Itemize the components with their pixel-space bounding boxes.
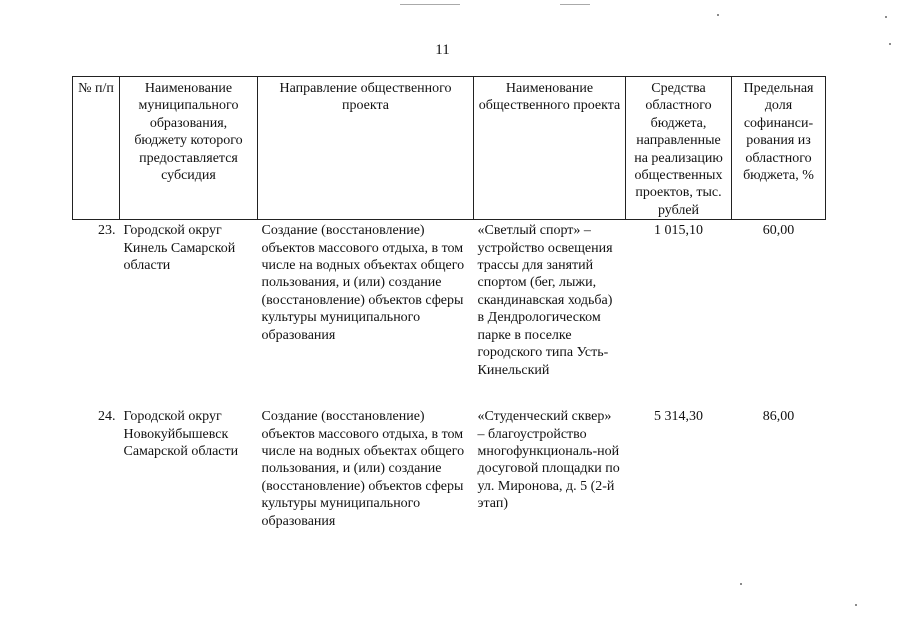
municipality-cell: Городской округ Новокуйбышевск Самарской области bbox=[123, 409, 239, 460]
project-cell: «Студенческий сквер» – благоустройство многофункциональ-ной досуговой площадки по ул. Миронова, д. 5 (2-й этап) bbox=[477, 409, 620, 512]
scan-speck bbox=[889, 43, 891, 45]
table-row bbox=[73, 220, 826, 409]
direction-cell: Создание (восстановление) объектов массового отдыха, в том числе на водных объектах общего пользования, и (или) создание (восстановление) объектов сферы культуры муниципального образования bbox=[261, 409, 465, 529]
header-number: № п/п bbox=[73, 77, 120, 220]
share-cell: 60,00 bbox=[762, 223, 795, 239]
row-number: 24. bbox=[98, 409, 116, 425]
header-direction: Направление общественного проекта bbox=[258, 77, 474, 220]
scan-artifact-line bbox=[400, 4, 460, 5]
header-municipality: Наименование муниципального образования, бюджету которого предоставляется субсидия bbox=[120, 77, 258, 220]
funds-cell: 5 314,30 bbox=[654, 409, 703, 425]
scan-speck bbox=[740, 583, 742, 585]
scan-artifact-line bbox=[560, 4, 590, 5]
project-cell: «Светлый спорт» – устройство освещения трассы для занятий спортом (бег, лыжи, скандинавская ходьба) в Дендрологическом парке в поселке городского типа Усть-Кинельский bbox=[477, 223, 613, 378]
row-number: 23. bbox=[98, 223, 116, 239]
page-number: 11 bbox=[435, 42, 450, 58]
municipality-cell: Городской округ Кинель Самарской области bbox=[123, 223, 236, 274]
table-header-row bbox=[73, 77, 826, 220]
funds-cell: 1 015,10 bbox=[654, 223, 703, 239]
direction-cell: Создание (восстановление) объектов массового отдыха, в том числе на водных объектах общего пользования, и (или) создание (восстановление) объектов сферы культуры муниципального образования bbox=[261, 223, 465, 343]
scan-speck bbox=[717, 14, 719, 16]
header-cofinancing-share: Предельная доля софинанси-рования из областного бюджета, % bbox=[732, 77, 826, 220]
subsidy-table bbox=[72, 76, 826, 530]
scan-speck bbox=[885, 16, 887, 18]
header-budget-funds: Средства областного бюджета, направленные на реализацию общественных проектов, тыс. рублей bbox=[626, 77, 732, 220]
share-cell: 86,00 bbox=[762, 409, 795, 425]
scan-speck bbox=[855, 604, 857, 606]
header-project-name: Наименование общественного проекта bbox=[474, 77, 626, 220]
table-row bbox=[73, 408, 826, 530]
